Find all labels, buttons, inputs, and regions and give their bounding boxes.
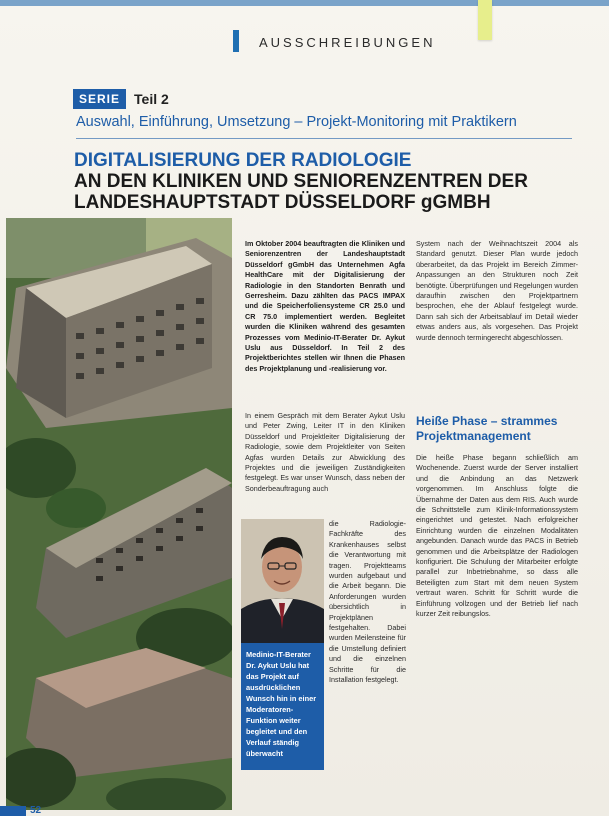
body-paragraph-col2b: Die heiße Phase begann schließlich am Wochenende. Zuerst wurde der Server installiert und die Anbindung an das Netzwerk vorgenommen. Im Anschluss folgte die Übernahme der Daten aus dem RIS. Auch wurde die Schnittstelle zum Klinik-Informationssystem eingerichtet und getestet. Nach erfolgreicher Einrichtung wurden die einzelnen Modalitäten angebunden. Danach wurde das PACS in Betrieb genommen und die Arbeitsplätze der Radiologen konfiguriert. Die Schulung der Mitarbeiter erfolgte parallel zur Inbetriebnahme, so dass alle Beteiligten zum Start mit dem neuen System vertraut waren. Schritt für Schritt wurde die Einführung vollzogen und der Betrieb lief nach kurzer Zeit reibungslos. xyxy=(416,453,578,619)
body-paragraph-continued: die Radiologie-Fachkräfte des Krankenhauses selbst die Verantwortung mit tragen. Projektteams wurden aufgebaut und die Arbeit begann. Die Anforderungen wurden übersichtlich in Projektplänen festgehalten. Dabei wurden Meilensteine für die Umstellung definiert und die einzelnen Schritte für die Installation festgelegt. xyxy=(329,519,406,685)
article-intro xyxy=(245,239,405,380)
series-header xyxy=(73,89,169,109)
page-number: 52 xyxy=(30,805,42,816)
body-paragraph-col2: System nach der Weihnachtszeit 2004 als Standard genutzt. Dieser Plan wurde jedoch überarbeitet, da das Projekt im Bereich Zimmer-Anpassungen an den Strukturen noch Zeit benötigte. Überprüfungen und Regelungen wurden daraufhin zwischen den Projektpartnern besprochen, ehe der Ablauf festgelegt wurde. Dann sah sich der Arbeitsablauf im Detail wieder etwas anders aus, als vorgesehen. Das Projekt wurde dennoch termingerecht abgeschlossen. xyxy=(416,239,578,342)
hospital-aerial-photo xyxy=(6,218,232,810)
section-marker xyxy=(233,30,239,52)
subtitle-rule xyxy=(76,138,572,139)
series-badge: SERIE xyxy=(73,89,126,109)
portrait-caption: Medinio-IT-Berater Dr. Aykut Uslu hat das Projekt auf ausdrücklichen Wunsch hin in einer Moderatoren-Funktion weiter begleitet und den Verlauf ständig überwacht xyxy=(241,643,324,770)
sticky-note-tab xyxy=(478,0,492,40)
headline-line-2: AN DEN KLINIKEN UND SENIORENZENTREN DER xyxy=(74,171,528,192)
body-paragraph: In einem Gespräch mit dem Berater Aykut Uslu und Peter Zwing, Leiter IT in den Kliniken Düsseldorf und Projektleiter Digitalisierung der Radiologie, sowie dem Projektleiter von Seiten Agfas wurden Details zur Abwicklung des Projektes und die jeweiligen Zuständigkeiten festgelegt. Es war unser Wunsch, dass neben der Sonderbeauftragung auch xyxy=(245,411,405,493)
article-subtitle: Auswahl, Einführung, Umsetzung – Projekt-Monitoring mit Praktikern xyxy=(76,114,517,130)
article-headline xyxy=(74,150,528,213)
section-label: AUSSCHREIBUNGEN xyxy=(259,35,436,50)
page-corner-mark xyxy=(0,806,26,816)
article-column-2 xyxy=(416,239,578,349)
consultant-portrait xyxy=(241,519,324,643)
headline-line-1: DIGITALISIERUNG DER RADIOLOGIE xyxy=(74,150,412,171)
article-column-1-continued xyxy=(329,519,406,692)
intro-paragraph: Im Oktober 2004 beauftragten die Kliniken und Seniorenzentren der Landeshauptstadt Düsseldorf gGmbH das Unternehmen Agfa HealthCare mit der Digitalisierung der Radiologie in den Standorten Benrath und Gerresheim. Dazu zählten das PACS IMPAX und die Speicherfoliensysteme CR 25.0 und CR 75.0 implementiert werden. Begleitet wurden die Kliniken während des gesamten Prozesses vom Medinio-IT-Berater Dr. Aykut Uslu aus Düsseldorf. In Teil 2 des Projektberichtes stellen wir Ihnen die Phasen des Projektplanung und -realisierung vor. xyxy=(245,239,405,373)
article-column-1 xyxy=(245,411,405,500)
series-part: Teil 2 xyxy=(134,91,169,107)
article-column-2-lower xyxy=(416,453,578,626)
top-color-strip xyxy=(0,0,609,6)
headline-line-3: LANDESHAUPTSTADT DÜSSELDORF gGMBH xyxy=(74,192,491,213)
section-subheading: Heiße Phase – strammes Projektmanagement xyxy=(416,414,558,443)
